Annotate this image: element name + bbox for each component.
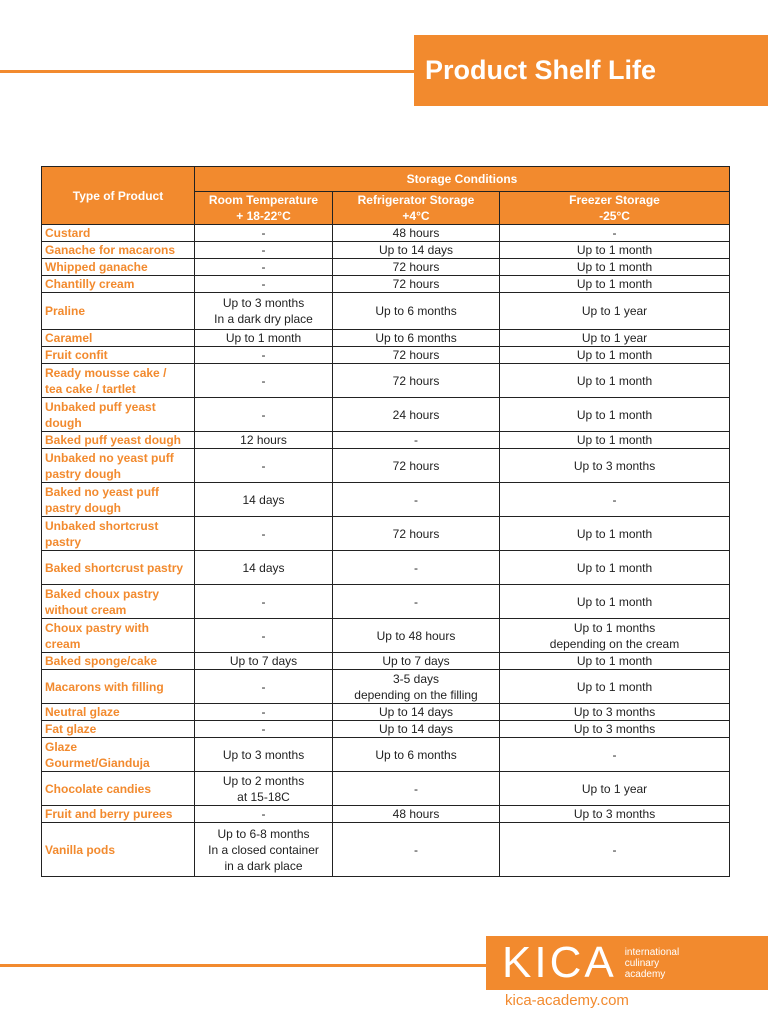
room-temp-cell: -: [195, 276, 333, 293]
table-row: [42, 738, 730, 772]
header-fridge-line1: Refrigerator Storage: [357, 193, 475, 207]
table-row: [42, 483, 730, 517]
freezer-cell: Up to 1 month: [500, 259, 730, 276]
fridge-cell: -: [333, 432, 500, 449]
room-temp-cell: -: [195, 670, 333, 704]
page-title: Product Shelf Life: [414, 35, 768, 106]
table-row: [42, 585, 730, 619]
room-temp-cell: -: [195, 364, 333, 398]
product-name-cell: Fruit confit: [42, 347, 195, 364]
freezer-cell: -: [500, 225, 730, 242]
product-name-cell: Chantilly cream: [42, 276, 195, 293]
header-freezer-line1: Freezer Storage: [569, 193, 660, 207]
room-temp-cell: -: [195, 225, 333, 242]
room-temp-cell: Up to 1 month: [195, 330, 333, 347]
header-rule: [0, 70, 414, 73]
table-row: [42, 259, 730, 276]
fridge-cell: -: [333, 823, 500, 877]
kica-logo: [486, 936, 768, 990]
logo-wordmark: KICA: [502, 938, 617, 987]
room-temp-cell: -: [195, 449, 333, 483]
room-temp-cell: -: [195, 585, 333, 619]
room-temp-cell: -: [195, 347, 333, 364]
product-name-cell: Chocolate candies: [42, 772, 195, 806]
table-row: [42, 823, 730, 877]
header-freezer-storage: [500, 192, 730, 225]
fridge-cell: -: [333, 772, 500, 806]
fridge-cell: Up to 48 hours: [333, 619, 500, 653]
freezer-cell: Up to 1 months depending on the cream: [500, 619, 730, 653]
product-name-cell: Unbaked no yeast puff pastry dough: [42, 449, 195, 483]
room-temp-cell: -: [195, 619, 333, 653]
header-room-line1: Room Temperature: [208, 193, 319, 207]
product-name-cell: Caramel: [42, 330, 195, 347]
header-type-of-product: Type of Product: [42, 167, 195, 225]
product-name-cell: Ganache for macarons: [42, 242, 195, 259]
fridge-cell: Up to 6 months: [333, 738, 500, 772]
footer-rule: [0, 964, 486, 967]
room-temp-cell: -: [195, 517, 333, 551]
product-name-cell: Unbaked shortcrust pastry: [42, 517, 195, 551]
logo-tagline-line: culinary: [624, 957, 660, 969]
fridge-cell: 48 hours: [333, 225, 500, 242]
fridge-cell: 72 hours: [333, 517, 500, 551]
freezer-cell: Up to 1 month: [500, 670, 730, 704]
table-row: [42, 551, 730, 585]
freezer-cell: Up to 1 month: [500, 347, 730, 364]
freezer-cell: Up to 3 months: [500, 449, 730, 483]
freezer-cell: Up to 1 month: [500, 364, 730, 398]
room-temp-cell: Up to 7 days: [195, 653, 333, 670]
table-row: [42, 242, 730, 259]
product-name-cell: Whipped ganache: [42, 259, 195, 276]
table-row: [42, 276, 730, 293]
product-name-cell: Baked no yeast puff pastry dough: [42, 483, 195, 517]
fridge-cell: 72 hours: [333, 347, 500, 364]
table-row: [42, 704, 730, 721]
room-temp-cell: Up to 6-8 months In a closed container in a dark place: [195, 823, 333, 877]
product-name-cell: Custard: [42, 225, 195, 242]
shelf-life-table: [41, 166, 730, 877]
freezer-cell: Up to 1 month: [500, 242, 730, 259]
header-freezer-line2: -25°C: [599, 209, 630, 223]
product-name-cell: Neutral glaze: [42, 704, 195, 721]
table-row: [42, 449, 730, 483]
room-temp-cell: -: [195, 398, 333, 432]
table-row: [42, 670, 730, 704]
header-room-temperature: [195, 192, 333, 225]
fridge-cell: 48 hours: [333, 806, 500, 823]
table-body: [42, 225, 730, 877]
room-temp-cell: -: [195, 721, 333, 738]
freezer-cell: Up to 1 year: [500, 293, 730, 330]
website-link[interactable]: kica-academy.com: [505, 992, 629, 1009]
fridge-cell: Up to 14 days: [333, 242, 500, 259]
fridge-cell: Up to 7 days: [333, 653, 500, 670]
freezer-cell: Up to 1 month: [500, 551, 730, 585]
fridge-cell: 3-5 days depending on the filling: [333, 670, 500, 704]
room-temp-cell: -: [195, 806, 333, 823]
header-storage-conditions: Storage Conditions: [195, 167, 730, 192]
header-refrigerator-storage: [333, 192, 500, 225]
table-row: [42, 364, 730, 398]
freezer-cell: -: [500, 823, 730, 877]
product-name-cell: Choux pastry with cream: [42, 619, 195, 653]
table-row: [42, 772, 730, 806]
fridge-cell: 72 hours: [333, 259, 500, 276]
header-room-line2: + 18-22°C: [236, 209, 291, 223]
fridge-cell: 72 hours: [333, 364, 500, 398]
product-name-cell: Baked shortcrust pastry: [42, 551, 195, 585]
room-temp-cell: Up to 3 months: [195, 738, 333, 772]
logo-tagline-line: international: [624, 946, 680, 958]
logo-tagline-line: academy: [624, 968, 666, 980]
fridge-cell: Up to 14 days: [333, 704, 500, 721]
header-fridge-line2: +4°C: [402, 209, 430, 223]
product-name-cell: Unbaked puff yeast dough: [42, 398, 195, 432]
freezer-cell: Up to 1 month: [500, 653, 730, 670]
product-name-cell: Vanilla pods: [42, 823, 195, 877]
fridge-cell: 72 hours: [333, 449, 500, 483]
freezer-cell: -: [500, 738, 730, 772]
shelf-life-table-container: [41, 166, 729, 877]
table-row: [42, 225, 730, 242]
product-name-cell: Baked puff yeast dough: [42, 432, 195, 449]
product-name-cell: Glaze Gourmet/Gianduja: [42, 738, 195, 772]
table-row: [42, 347, 730, 364]
logo-tagline: [625, 947, 679, 980]
table-row: [42, 806, 730, 823]
fridge-cell: Up to 14 days: [333, 721, 500, 738]
room-temp-cell: Up to 2 months at 15-18C: [195, 772, 333, 806]
room-temp-cell: 14 days: [195, 483, 333, 517]
fridge-cell: -: [333, 551, 500, 585]
table-row: [42, 721, 730, 738]
freezer-cell: Up to 1 month: [500, 585, 730, 619]
room-temp-cell: -: [195, 242, 333, 259]
fridge-cell: Up to 6 months: [333, 330, 500, 347]
fridge-cell: -: [333, 585, 500, 619]
table-row: [42, 293, 730, 330]
fridge-cell: 24 hours: [333, 398, 500, 432]
product-name-cell: Fruit and berry purees: [42, 806, 195, 823]
freezer-cell: Up to 1 month: [500, 517, 730, 551]
freezer-cell: Up to 1 month: [500, 432, 730, 449]
fridge-cell: Up to 6 months: [333, 293, 500, 330]
product-name-cell: Baked sponge/cake: [42, 653, 195, 670]
product-name-cell: Fat glaze: [42, 721, 195, 738]
freezer-cell: Up to 3 months: [500, 806, 730, 823]
room-temp-cell: Up to 3 months In a dark dry place: [195, 293, 333, 330]
room-temp-cell: 14 days: [195, 551, 333, 585]
table-row: [42, 330, 730, 347]
table-row: [42, 653, 730, 670]
product-name-cell: Baked choux pastry without cream: [42, 585, 195, 619]
freezer-cell: Up to 1 year: [500, 772, 730, 806]
freezer-cell: Up to 3 months: [500, 721, 730, 738]
fridge-cell: 72 hours: [333, 276, 500, 293]
table-row: [42, 432, 730, 449]
product-name-cell: Macarons with filling: [42, 670, 195, 704]
room-temp-cell: -: [195, 259, 333, 276]
table-row: [42, 398, 730, 432]
product-name-cell: Ready mousse cake / tea cake / tartlet: [42, 364, 195, 398]
room-temp-cell: -: [195, 704, 333, 721]
freezer-cell: Up to 1 month: [500, 398, 730, 432]
fridge-cell: -: [333, 483, 500, 517]
freezer-cell: Up to 1 month: [500, 276, 730, 293]
table-row: [42, 619, 730, 653]
room-temp-cell: 12 hours: [195, 432, 333, 449]
freezer-cell: -: [500, 483, 730, 517]
table-row: [42, 517, 730, 551]
product-name-cell: Praline: [42, 293, 195, 330]
freezer-cell: Up to 3 months: [500, 704, 730, 721]
freezer-cell: Up to 1 year: [500, 330, 730, 347]
